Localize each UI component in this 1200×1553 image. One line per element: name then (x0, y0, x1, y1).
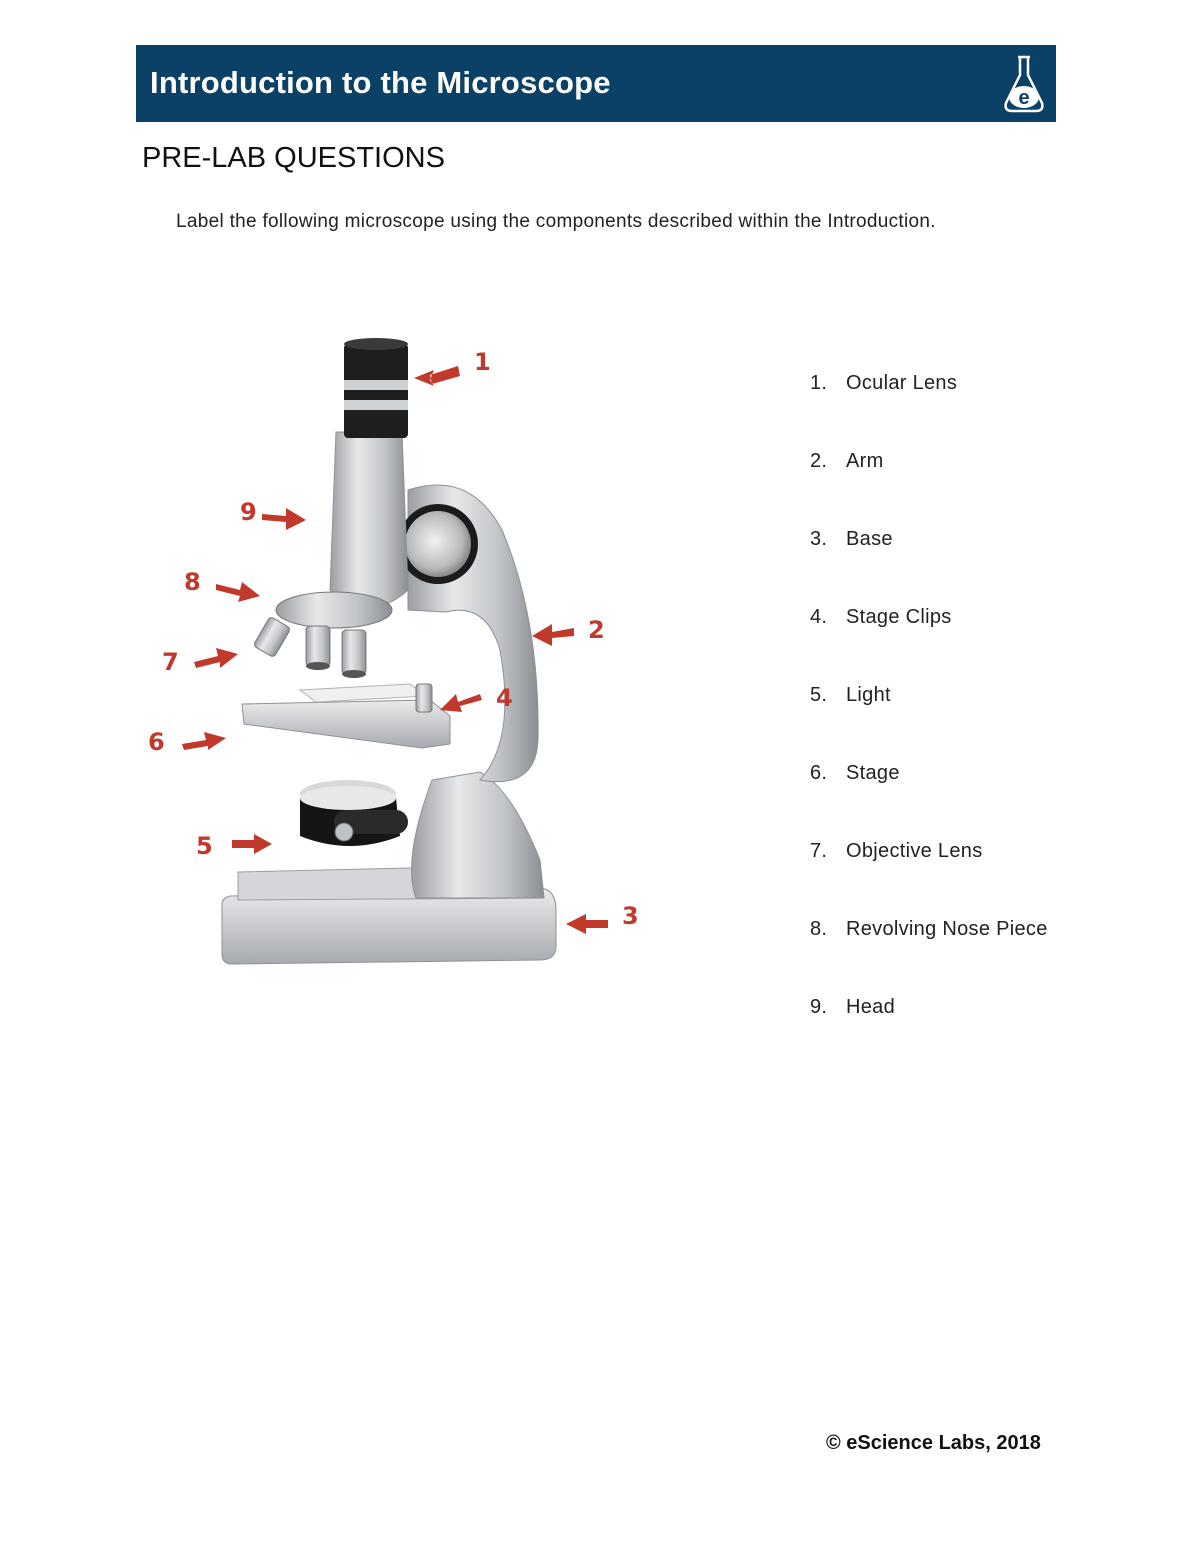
callout-5: 5 (196, 832, 213, 860)
list-item-label: Stage (846, 762, 900, 784)
callout-4: 4 (496, 684, 513, 712)
callout-3: 3 (622, 902, 639, 930)
arrow-4 (440, 694, 482, 712)
nosepiece (276, 592, 392, 628)
list-item (810, 996, 1048, 1074)
arrow-7 (194, 648, 238, 668)
stage-clip (416, 684, 432, 712)
arrow-8 (216, 582, 260, 602)
list-item-label: Ocular Lens (846, 372, 958, 394)
microscope-pillar (412, 772, 544, 898)
arrow-9 (262, 508, 306, 530)
list-item (810, 840, 1048, 918)
list-item-label: Head (846, 996, 896, 1018)
list-item-number: 2. (810, 450, 828, 472)
list-item-label: Objective Lens (846, 840, 983, 862)
list-item-number: 5. (810, 684, 828, 706)
microscope-head (330, 432, 408, 607)
list-item (810, 450, 1048, 528)
answer-list (810, 372, 1048, 1074)
list-item-number: 1. (810, 372, 828, 394)
list-item (810, 606, 1048, 684)
list-item-label: Stage Clips (846, 606, 952, 628)
copyright-footer: © eScience Labs, 2018 (826, 1432, 1041, 1454)
list-item (810, 528, 1048, 606)
list-item-label: Light (846, 684, 891, 706)
title-banner (136, 45, 1056, 122)
callout-2: 2 (588, 616, 605, 644)
list-item (810, 372, 1048, 450)
list-item-number: 4. (810, 606, 828, 628)
arrow-6 (182, 732, 226, 750)
arrow-5 (232, 834, 272, 854)
instruction-text: Label the following microscope using the components described within the Introduction. (176, 211, 936, 232)
list-item-label: Base (846, 528, 893, 550)
list-item (810, 918, 1048, 996)
list-item (810, 684, 1048, 762)
list-item-label: Revolving Nose Piece (846, 918, 1048, 940)
callout-1: 1 (474, 348, 491, 376)
callout-7: 7 (162, 648, 179, 676)
flask-e-logo-icon (1000, 53, 1048, 115)
callout-6: 6 (148, 728, 165, 756)
arrow-1 (414, 366, 460, 386)
callout-8: 8 (184, 568, 201, 596)
list-item-number: 8. (810, 918, 828, 940)
list-item-number: 3. (810, 528, 828, 550)
callout-9: 9 (240, 498, 257, 526)
page-title: Introduction to the Microscope (150, 65, 611, 100)
list-item-label: Arm (846, 450, 884, 472)
list-item-number: 9. (810, 996, 828, 1018)
list-item (810, 762, 1048, 840)
microscope-figure (140, 320, 660, 980)
list-item-number: 7. (810, 840, 828, 862)
svg-text:e: e (1018, 87, 1030, 109)
list-item-number: 6. (810, 762, 828, 784)
arrow-3 (566, 914, 608, 934)
arrow-2 (532, 624, 574, 646)
section-heading: PRE-LAB QUESTIONS (142, 142, 445, 174)
